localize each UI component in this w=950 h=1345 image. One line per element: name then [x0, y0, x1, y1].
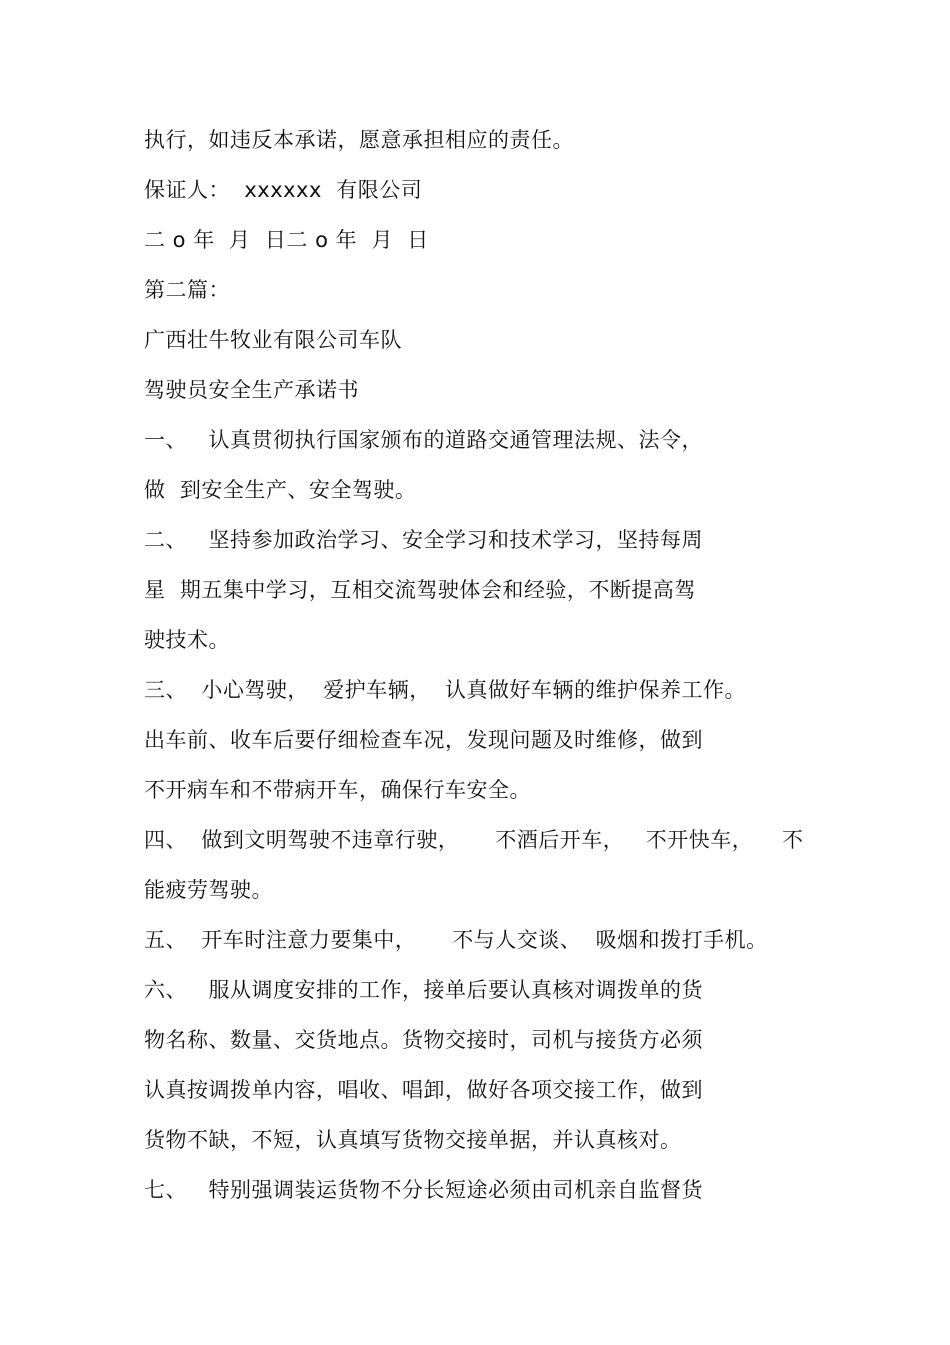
- text-line: 执行，如违反本承诺，愿意承担相应的责任。: [144, 128, 574, 152]
- clause-5: 五、 开车时注意力要集中， 不与人交谈、 吸烟和拨打手机。: [144, 928, 768, 952]
- date-line: 二 o 年 月 日二 o 年 月 日: [144, 228, 429, 252]
- clause-1: 一、 认真贯彻执行国家颁布的道路交通管理法规、法令，: [144, 428, 704, 452]
- text-line: 货物不缺，不短，认真填写货物交接单据，并认真核对。: [144, 1128, 682, 1152]
- text-line: 星 期五集中学习，互相交流驾驶体会和经验，不断提高驾: [144, 578, 696, 602]
- document-title: 驾驶员安全生产承诺书: [144, 378, 359, 402]
- text-line: 能疲劳驾驶。: [144, 878, 273, 902]
- clause-4: 四、 做到文明驾驶不违章行驶， 不酒后开车， 不开快车， 不: [144, 828, 804, 852]
- clause-7: 七、 特别强调装运货物不分长短途必须由司机亲自监督货: [144, 1178, 704, 1202]
- clause-2: 二、 坚持参加政治学习、安全学习和技术学习，坚持每周: [144, 528, 704, 552]
- text-line: 认真按调拨单内容，唱收、唱卸，做好各项交接工作，做到: [144, 1078, 703, 1102]
- clause-3: 三、 小心驾驶， 爱护车辆， 认真做好车辆的维护保养工作。: [144, 678, 747, 702]
- text-line: 出车前、收车后要仔细检查车况，发现问题及时维修，做到: [144, 728, 703, 752]
- guarantor-line: 保证人： xxxxxx 有限公司: [144, 178, 423, 202]
- text-line: 不开病车和不带病开车，确保行车安全。: [144, 778, 531, 802]
- text-line: 物名称、数量、交货地点。货物交接时，司机与接货方必须: [144, 1028, 703, 1052]
- clause-6: 六、 服从调度安排的工作，接单后要认真核对调拨单的货: [144, 978, 704, 1002]
- text-line: 驶技术。: [144, 628, 230, 652]
- text-line: 做 到安全生产、安全驾驶。: [144, 478, 417, 502]
- section-heading: 第二篇：: [144, 278, 230, 302]
- company-title: 广西壮牛牧业有限公司车队: [144, 328, 402, 352]
